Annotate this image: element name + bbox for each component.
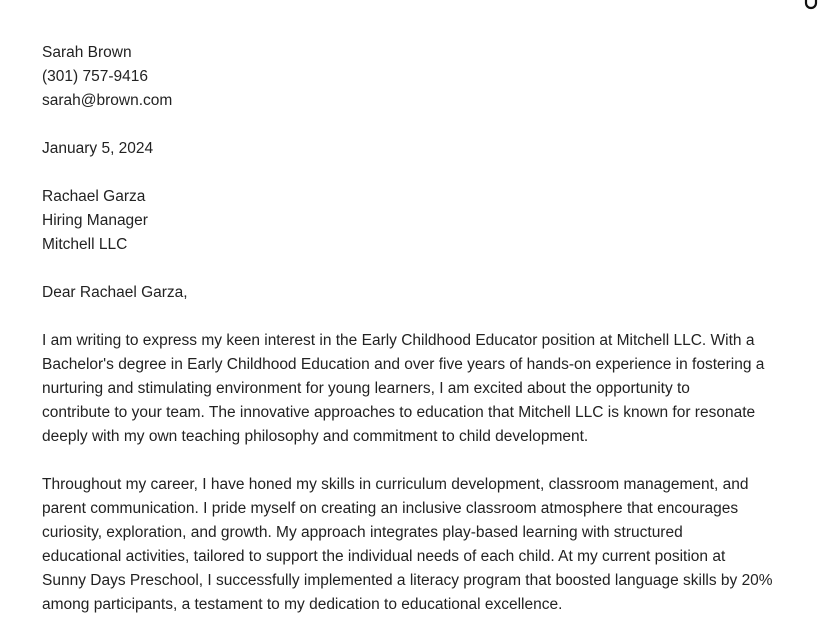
paragraph-line: Sunny Days Preschool, I successfully implemented a literacy program that boosted language skills by 20% [42, 572, 773, 589]
spacer [42, 161, 802, 185]
body-paragraph-2 [42, 473, 802, 617]
paragraph-line: among participants, a testament to my dedication to educational excellence. [42, 596, 563, 613]
paragraph-line: curiosity, exploration, and growth. My approach integrates play-based learning with structured [42, 524, 683, 541]
paragraph-line: deeply with my own teaching philosophy and commitment to child development. [42, 428, 589, 445]
recipient-block [42, 185, 802, 257]
spacer [42, 449, 802, 473]
body-paragraph-1 [42, 329, 802, 449]
paragraph-line: parent communication. I pride myself on creating an inclusive classroom atmosphere that encourages [42, 500, 739, 517]
salutation: Dear Rachael Garza, [42, 284, 188, 301]
sender-block [42, 41, 802, 113]
cursor-handle-icon [804, 0, 818, 12]
paragraph-line: Bachelor's degree in Early Childhood Education and over five years of hands-on experience in fostering a [42, 356, 765, 373]
paragraph-line: Throughout my career, I have honed my skills in curriculum development, classroom management, and [42, 476, 749, 493]
sender-name: Sarah Brown [42, 44, 132, 61]
recipient-name: Rachael Garza [42, 188, 146, 205]
recipient-company: Mitchell LLC [42, 236, 128, 253]
paragraph-line: contribute to your team. The innovative approaches to education that Mitchell LLC is known for resonate [42, 404, 756, 421]
spacer [42, 113, 802, 137]
sender-email: sarah@brown.com [42, 92, 173, 109]
paragraph-line: educational activities, tailored to support the individual needs of each child. At my current position at [42, 548, 726, 565]
recipient-title: Hiring Manager [42, 212, 148, 229]
sender-phone: (301) 757-9416 [42, 68, 148, 85]
paragraph-line: nurturing and stimulating environment for young learners, I am excited about the opportunity to [42, 380, 690, 397]
cover-letter [42, 41, 802, 617]
spacer [42, 305, 802, 329]
letter-date: January 5, 2024 [42, 140, 154, 157]
paragraph-line: I am writing to express my keen interest in the Early Childhood Educator position at Mitchell LLC. With a [42, 332, 755, 349]
spacer [42, 257, 802, 281]
